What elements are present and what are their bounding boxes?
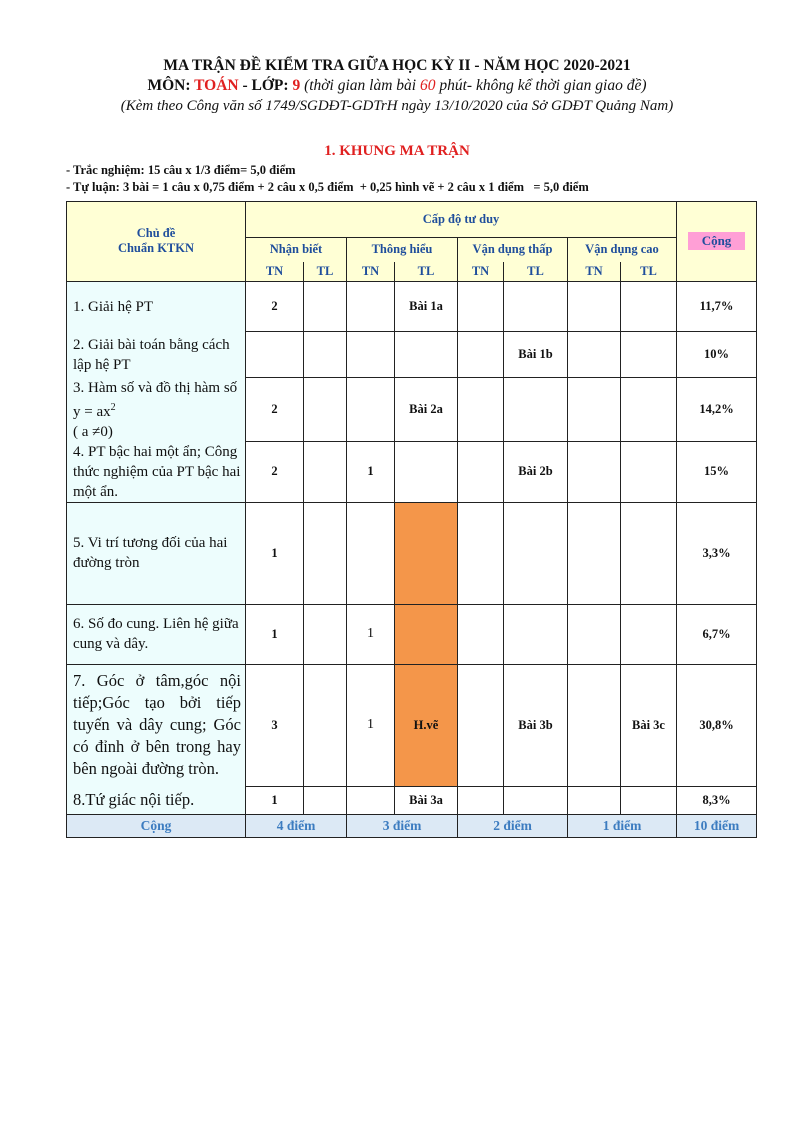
cell-th-tn bbox=[347, 378, 395, 442]
cell-total: 30,8% bbox=[677, 664, 757, 786]
sub-tn: TN bbox=[246, 262, 304, 282]
sub-tn: TN bbox=[458, 262, 504, 282]
cell-total: 8,3% bbox=[677, 786, 757, 814]
cell-nb-tn: 2 bbox=[246, 282, 304, 332]
cell-th-tn: 1 bbox=[347, 604, 395, 664]
footer-label: Cộng bbox=[67, 814, 246, 837]
level-nhan-biet: Nhận biết bbox=[246, 238, 347, 262]
cell-vdc-tn bbox=[568, 332, 621, 378]
reference-line: (Kèm theo Công văn số 1749/SGDĐT-GDTrH ngày 13/10/2020 của Sở GDĐT Quảng Nam) bbox=[120, 98, 674, 114]
cell-vdt-tn bbox=[458, 378, 504, 442]
sub-tn: TN bbox=[347, 262, 395, 282]
cell-vdt-tl: Bài 3b bbox=[504, 664, 568, 786]
topic-cell: 6. Số đo cung. Liên hệ giữa cung và dây. bbox=[67, 604, 246, 664]
sub-tn: TN bbox=[568, 262, 621, 282]
cell-nb-tn: 1 bbox=[246, 786, 304, 814]
cell-th-tl bbox=[395, 442, 458, 503]
time-pre: (thời gian làm bài bbox=[300, 77, 420, 94]
table-row bbox=[67, 378, 757, 442]
cell-vdt-tl bbox=[504, 786, 568, 814]
cell-vdt-tl bbox=[504, 282, 568, 332]
matrix-table bbox=[66, 201, 757, 838]
document-title: MA TRẬN ĐỀ KIỂM TRA GIỮA HỌC KỲ II - NĂM HỌC 2020-2021 bbox=[163, 57, 631, 74]
cell-nb-tn: 3 bbox=[246, 664, 304, 786]
cell-total: 15% bbox=[677, 442, 757, 503]
cell-vdt-tl: Bài 1b bbox=[504, 332, 568, 378]
table-row bbox=[67, 604, 757, 664]
total-header-label: Cộng bbox=[688, 232, 746, 250]
cell-vdc-tl bbox=[621, 282, 677, 332]
cell-nb-tn bbox=[246, 332, 304, 378]
cell-th-tn bbox=[347, 282, 395, 332]
footer-nhan-biet: 4 điểm bbox=[246, 814, 347, 837]
cell-total: 10% bbox=[677, 332, 757, 378]
topic-header-line1: Chủ đề bbox=[136, 225, 176, 240]
cell-nb-tl bbox=[304, 502, 347, 604]
footer-van-dung-cao: 1 điểm bbox=[568, 814, 677, 837]
cell-nb-tl bbox=[304, 604, 347, 664]
topic-cell: 5. Vi trí tương đối của hai đường tròn bbox=[67, 502, 246, 604]
cell-nb-tl bbox=[304, 786, 347, 814]
note-multiple-choice bbox=[66, 163, 296, 178]
table-row bbox=[67, 786, 757, 814]
note-tn-label: - Trắc nghiệm bbox=[66, 163, 141, 177]
topic-text: 3. Hàm số và đồ thị hàm số y = ax bbox=[73, 379, 238, 420]
cell-total: 11,7% bbox=[677, 282, 757, 332]
topic-cell: 2. Giải bài toán bằng cách lập hệ PT bbox=[67, 332, 246, 378]
level-thong-hieu: Thông hiểu bbox=[347, 238, 458, 262]
cell-th-tn bbox=[347, 332, 395, 378]
cell-nb-tl bbox=[304, 664, 347, 786]
cell-vdt-tn bbox=[458, 604, 504, 664]
table-row bbox=[67, 442, 757, 503]
cell-vdt-tl bbox=[504, 604, 568, 664]
lop-label: - LỚP: bbox=[238, 77, 293, 94]
topic-header bbox=[67, 202, 246, 282]
cell-total: 14,2% bbox=[677, 378, 757, 442]
footer-thong-hieu: 3 điểm bbox=[347, 814, 458, 837]
cell-vdc-tn bbox=[568, 282, 621, 332]
cell-nb-tn: 2 bbox=[246, 442, 304, 503]
cell-vdc-tl bbox=[621, 604, 677, 664]
cell-th-tl bbox=[395, 604, 458, 664]
cell-th-tn bbox=[347, 786, 395, 814]
mon-label: MÔN: bbox=[147, 77, 195, 94]
cell-vdt-tn bbox=[458, 332, 504, 378]
total-header bbox=[677, 202, 757, 282]
topic-cell: 4. PT bậc hai một ẩn; Công thức nghiệm của PT bậc hai một ẩn. bbox=[67, 442, 246, 503]
topic-cell bbox=[67, 378, 246, 442]
cell-th-tl bbox=[395, 332, 458, 378]
cell-nb-tn: 2 bbox=[246, 378, 304, 442]
topic-cell: 7. Góc ở tâm,góc nội tiếp;Góc tạo bởi tiếp tuyến và dây cung; Góc có đỉnh ở bên trong hay bên ngoài đường tròn. bbox=[67, 664, 246, 786]
note-tn-text: : 15 câu x 1/3 điểm= 5,0 điểm bbox=[140, 163, 296, 177]
lop-value: 9 bbox=[292, 77, 301, 94]
table-row bbox=[67, 664, 757, 786]
level-van-dung-cao: Vận dụng cao bbox=[568, 238, 677, 262]
cell-total: 3,3% bbox=[677, 502, 757, 604]
cell-vdt-tn bbox=[458, 442, 504, 503]
cell-nb-tl bbox=[304, 332, 347, 378]
footer-van-dung-thap: 2 điểm bbox=[458, 814, 568, 837]
cell-th-tn: 1 bbox=[347, 442, 395, 503]
sub-tl: TL bbox=[395, 262, 458, 282]
table-row bbox=[67, 282, 757, 332]
cell-vdc-tn bbox=[568, 786, 621, 814]
cell-vdc-tn bbox=[568, 664, 621, 786]
cell-th-tl: Bài 2a bbox=[395, 378, 458, 442]
header-row-1 bbox=[67, 202, 757, 238]
footer-total: 10 điểm bbox=[677, 814, 757, 837]
cell-vdt-tl bbox=[504, 378, 568, 442]
cell-vdt-tn bbox=[458, 502, 504, 604]
cell-th-tl bbox=[395, 502, 458, 604]
topic-exponent: 2 bbox=[110, 401, 116, 413]
cell-vdc-tl bbox=[621, 502, 677, 604]
cell-nb-tn: 1 bbox=[246, 502, 304, 604]
cell-vdt-tn bbox=[458, 282, 504, 332]
cell-vdt-tn bbox=[458, 786, 504, 814]
section-title: 1. KHUNG MA TRẬN bbox=[324, 143, 470, 159]
sub-tl: TL bbox=[621, 262, 677, 282]
subject-line bbox=[0, 77, 794, 95]
cell-th-tn: 1 bbox=[347, 664, 395, 786]
note-essay: - Tự luận: 3 bài = 1 câu x 0,75 điểm + 2 câu x 0,5 điểm + 0,25 hình vẽ + 2 câu x 1 điểm = 5,0 điểm bbox=[66, 180, 589, 194]
cell-nb-tl bbox=[304, 378, 347, 442]
cell-nb-tl bbox=[304, 442, 347, 503]
cell-vdc-tl bbox=[621, 332, 677, 378]
sub-tl: TL bbox=[304, 262, 347, 282]
cell-th-tl: Bài 3a bbox=[395, 786, 458, 814]
cell-th-tn bbox=[347, 502, 395, 604]
mon-value: TOÁN bbox=[194, 77, 239, 94]
cell-vdc-tn bbox=[568, 378, 621, 442]
table-row bbox=[67, 502, 757, 604]
cell-th-tl: H.vẽ bbox=[395, 664, 458, 786]
topic-cell: 1. Giải hệ PT bbox=[67, 282, 246, 332]
cell-vdc-tn bbox=[568, 502, 621, 604]
level-group-header: Cấp độ tư duy bbox=[246, 202, 677, 238]
cell-total: 6,7% bbox=[677, 604, 757, 664]
table-row bbox=[67, 332, 757, 378]
cell-nb-tn: 1 bbox=[246, 604, 304, 664]
time-post: phút- không kể thời gian giao đề) bbox=[435, 77, 647, 94]
cell-vdc-tn bbox=[568, 604, 621, 664]
sub-tl: TL bbox=[504, 262, 568, 282]
cell-vdc-tl bbox=[621, 378, 677, 442]
topic-cell: 8.Tứ giác nội tiếp. bbox=[67, 786, 246, 814]
cell-vdt-tl: Bài 2b bbox=[504, 442, 568, 503]
topic-header-line2: Chuẩn KTKN bbox=[117, 240, 195, 255]
cell-vdt-tn bbox=[458, 664, 504, 786]
time-value: 60 bbox=[419, 77, 436, 94]
cell-vdc-tl bbox=[621, 442, 677, 503]
footer-row bbox=[67, 814, 757, 837]
cell-vdc-tl bbox=[621, 786, 677, 814]
cell-th-tl: Bài 1a bbox=[395, 282, 458, 332]
cell-vdc-tn bbox=[568, 442, 621, 503]
topic-condition: ( a ≠0) bbox=[73, 423, 113, 440]
cell-nb-tl bbox=[304, 282, 347, 332]
cell-vdc-tl: Bài 3c bbox=[621, 664, 677, 786]
cell-vdt-tl bbox=[504, 502, 568, 604]
level-van-dung-thap: Vận dụng thấp bbox=[458, 238, 568, 262]
